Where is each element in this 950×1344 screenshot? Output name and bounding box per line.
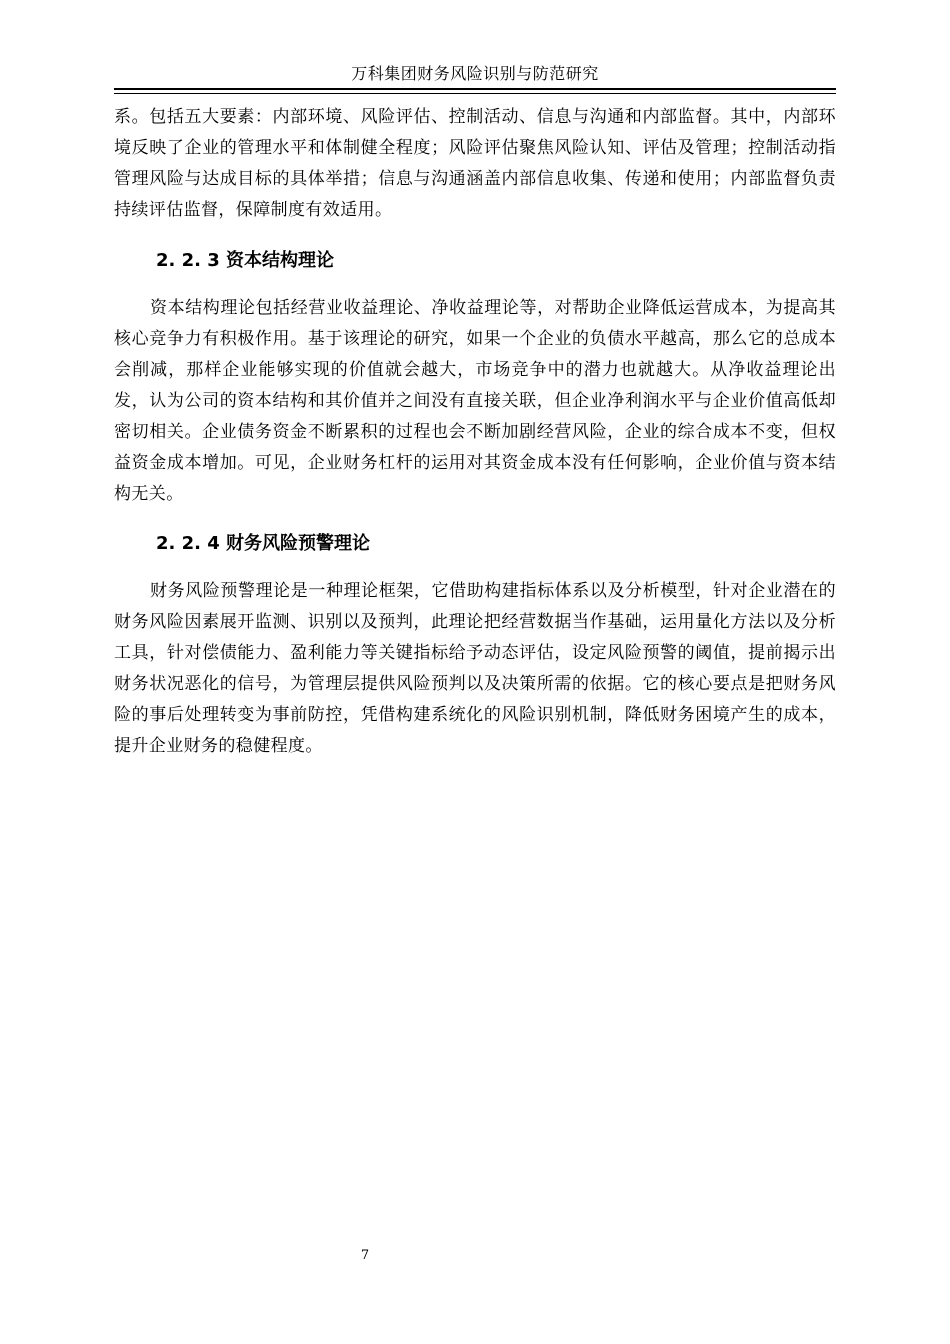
header-rule-thin: [114, 93, 836, 94]
page-number: 7: [360, 1248, 370, 1263]
capital-structure-paragraph: 资本结构理论包括经营业收益理论、净收益理论等，对帮助企业降低运营成本，为提高其核心竞争力有积极作用。基于该理论的研究，如果一个企业的负债水平越高，那么它的总成本会削减，那样企业能够实现的价值就会越大，市场竞争中的潜力也就越大。从净收益理论出发，认为公司的资本结构和其价值并之间没有直接关联，但企业净利润水平与企业价值高低却密切相关。企业债务资金不断累积的过程也会不断加剧经营风险，企业的综合成本不变，但权益资金成本增加。可见，企业财务杠杆的运用对其资金成本没有任何影响，企业价值与资本结构无关。: [114, 298, 836, 504]
section-heading-capital-structure: 2. 2. 3 资本结构理论: [156, 250, 335, 271]
header-rule-thick: [114, 88, 836, 90]
continuation-paragraph: 系。包括五大要素：内部环境、风险评估、控制活动、信息与沟通和内部监督。其中，内部环境反映了企业的管理水平和体制健全程度；风险评估聚焦风险认知、评估及管理；控制活动指管理风险与达成目标的具体举措；信息与沟通涵盖内部信息收集、传递和使用；内部监督负责持续评估监督，保障制度有效适用。: [114, 107, 836, 220]
running-header-title: 万科集团财务风险识别与防范研究: [351, 64, 599, 83]
section-heading-risk-warning: 2. 2. 4 财务风险预警理论: [156, 533, 371, 554]
page-body: [114, 102, 836, 762]
risk-warning-paragraph: 财务风险预警理论是一种理论框架，它借助构建指标体系以及分析模型，针对企业潜在的财务风险因素展开监测、识别以及预判，此理论把经营数据当作基础，运用量化方法以及分析工具，针对偿债能力、盈利能力等关键指标给予动态评估，设定风险预警的阈值，提前揭示出财务状况恶化的信号，为管理层提供风险预判以及决策所需的依据。它的核心要点是把财务风险的事后处理转变为事前防控，凭借构建系统化的风险识别机制，降低财务困境产生的成本，提升企业财务的稳健程度。: [114, 581, 836, 756]
